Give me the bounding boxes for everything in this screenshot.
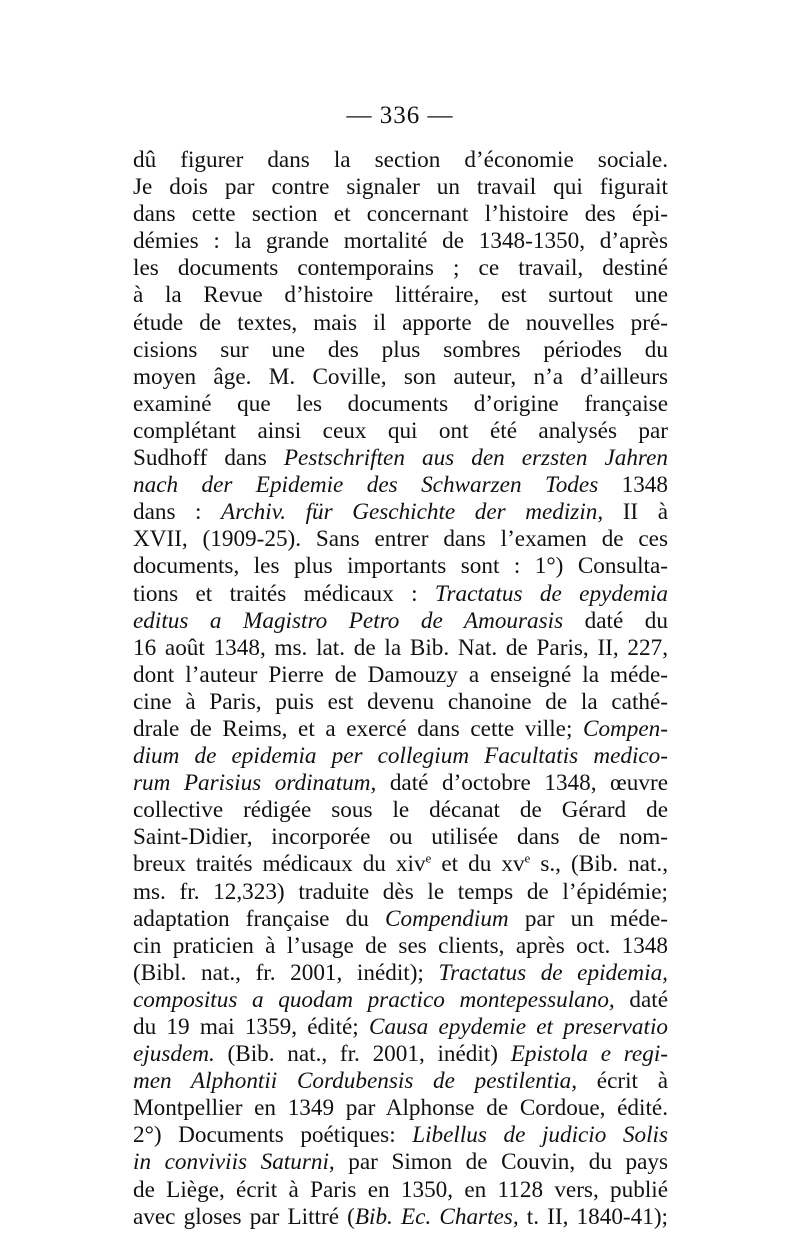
italic-text: Libellus de judicio Solis [412, 1122, 668, 1149]
text-segment: du 19 mai 1359, édité; [133, 1014, 369, 1040]
text-line [133, 716, 668, 743]
italic-text: dium de epidemia per collegium Facultatis medico- [133, 743, 668, 770]
italic-text: in conviviis Saturni, [133, 1149, 335, 1176]
text-line [133, 472, 668, 499]
text-segment: examiné que les documents d’origine française [133, 390, 668, 417]
text-segment: collective rédigée sous le décanat de Gérard de [133, 797, 668, 824]
italic-text: nach der Epidemie des Schwarzen Todes [133, 472, 599, 499]
text-segment: s., (Bib. nat., [530, 851, 668, 878]
text-line [133, 1177, 668, 1204]
text-segment: dans : [133, 499, 222, 526]
text-line [133, 608, 668, 635]
italic-text: Tractatus de epydemia [434, 580, 668, 607]
text-line [133, 1068, 668, 1095]
text-line [133, 770, 668, 797]
italic-text: Tractatus de epidemia, [438, 959, 668, 986]
text-line [133, 337, 668, 364]
text-line [133, 743, 668, 770]
text-line [133, 228, 668, 255]
text-line [133, 1204, 668, 1231]
italic-text: rum Parisius ordinatum, [133, 770, 377, 797]
text-segment: 1348 [598, 472, 668, 499]
text-line [133, 364, 668, 391]
text-segment: XVII, (1909-25). Sans entrer dans l’examen de ces [133, 526, 668, 553]
text-segment: breux traités médicaux du xiv [133, 851, 426, 878]
italic-text: Pestschriften aus den erzsten Jahren [283, 445, 668, 472]
text-line [133, 201, 668, 228]
text-segment: II à [603, 499, 668, 526]
text-segment: tions et traités médicaux : [133, 580, 435, 607]
text-line [133, 797, 668, 824]
text-line [133, 635, 668, 662]
italic-text: Archiv. für Geschichte der medizin, [221, 499, 604, 526]
text-segment: daté du [563, 607, 668, 634]
italic-text: men Alphontii Cordubensis de pestilentia, [133, 1068, 578, 1095]
text-segment: cine à Paris, puis est devenu chanoine de la cathé- [133, 688, 668, 715]
text-line [133, 310, 668, 337]
text-segment: démies : la grande mortalité de 1348-1350, d’après [133, 228, 668, 255]
text-segment: Sudhoff dans [133, 445, 284, 472]
text-line [133, 879, 668, 906]
text-segment: (Bib. nat., fr. 2001, inédit) [214, 1041, 511, 1068]
text-segment: 2°) Documents poétiques: [133, 1122, 413, 1149]
text-line [133, 445, 668, 472]
text-line [133, 906, 668, 933]
text-segment: complétant ainsi ceux qui ont été analysés par [133, 417, 668, 444]
text-line [133, 282, 668, 309]
text-line [133, 174, 668, 201]
text-segment: e [425, 851, 432, 866]
text-segment: Saint-Didier, incorporée ou utilisée dans de nom- [133, 824, 668, 851]
text-line [133, 1095, 668, 1122]
text-line [133, 147, 668, 174]
text-line [133, 391, 668, 418]
text-segment: Je dois par contre signaler un travail qui figurait [133, 174, 668, 201]
text-segment: daté d’octobre 1348, œuvre [376, 770, 668, 797]
text-segment: dans cette section et concernant l’histoire des épi- [133, 201, 668, 228]
italic-text: ejusdem. [133, 1041, 215, 1068]
text-segment: cin praticien à l’usage de ses clients, après oct. 1348 [133, 932, 668, 959]
text-segment: 16 août 1348, ms. lat. de la Bib. Nat. de Paris, II, 227, [133, 634, 668, 661]
text-segment: dû figurer dans la section d’économie sociale. [133, 147, 668, 173]
text-line [133, 987, 668, 1014]
text-segment: documents, les plus importants sont : 1°) Consulta- [133, 553, 668, 580]
text-segment: t. II, 1840-41); [518, 1203, 668, 1230]
text-segment: dont l’auteur Pierre de Damouzy a enseigné la méde- [133, 661, 668, 688]
text-segment: ms. fr. 12,323) traduite dès le temps de l’épidémie; [133, 878, 668, 905]
text-line [133, 960, 668, 987]
text-line [133, 255, 668, 282]
text-line [133, 1122, 668, 1149]
page-number: — 336 — [346, 102, 454, 129]
text-segment: par Simon de Couvin, du pays [334, 1149, 668, 1176]
text-segment: e [524, 851, 531, 866]
text-segment: écrit à [577, 1068, 668, 1095]
italic-text: Compendium [385, 905, 509, 932]
italic-text: Bib. Ec. Chartes, [354, 1203, 519, 1230]
text-line [133, 499, 668, 526]
text-segment: les documents contemporains ; ce travail, destiné [133, 255, 668, 282]
italic-text: Epistola e regi- [510, 1041, 668, 1068]
text-line [133, 662, 668, 689]
text-line [133, 689, 668, 716]
body-text [133, 147, 668, 1231]
text-segment: daté [614, 986, 668, 1013]
text-segment: avec gloses par Littré ( [133, 1203, 355, 1230]
text-line [133, 581, 668, 608]
text-line [133, 1041, 668, 1068]
text-segment: et du xv [431, 851, 525, 878]
italic-text: Compen- [582, 715, 668, 742]
text-segment: drale de Reims, et a exercé dans cette ville; [133, 715, 583, 742]
text-segment: Montpellier en 1349 par Alphonse de Cordoue, édité. [133, 1095, 668, 1122]
text-line [133, 851, 668, 878]
text-line [133, 824, 668, 851]
text-segment: cisions sur une des plus sombres périodes du [133, 336, 668, 363]
text-segment: de Liège, écrit à Paris en 1350, en 1128 vers, publié [133, 1176, 668, 1203]
text-line [133, 933, 668, 960]
italic-text: Causa epydemie et preservatio [368, 1014, 668, 1040]
text-line [133, 526, 668, 553]
text-segment: étude de textes, mais il apporte de nouvelles pré- [133, 309, 668, 336]
text-line [133, 1149, 668, 1176]
italic-text: compositus a quodam practico montepessulano, [133, 986, 615, 1013]
text-segment: adaptation française du [133, 905, 386, 932]
text-segment: (Bibl. nat., fr. 2001, inédit); [133, 959, 439, 986]
text-segment: à la Revue d’histoire littéraire, est surtout une [133, 282, 668, 309]
text-line [133, 553, 668, 580]
text-segment: moyen âge. M. Coville, son auteur, n’a d’ailleurs [133, 363, 668, 390]
text-segment: par un méde- [508, 905, 668, 932]
text-line [133, 1014, 668, 1041]
italic-text: editus a Magistro Petro de Amourasis [133, 607, 564, 634]
text-line [133, 418, 668, 445]
